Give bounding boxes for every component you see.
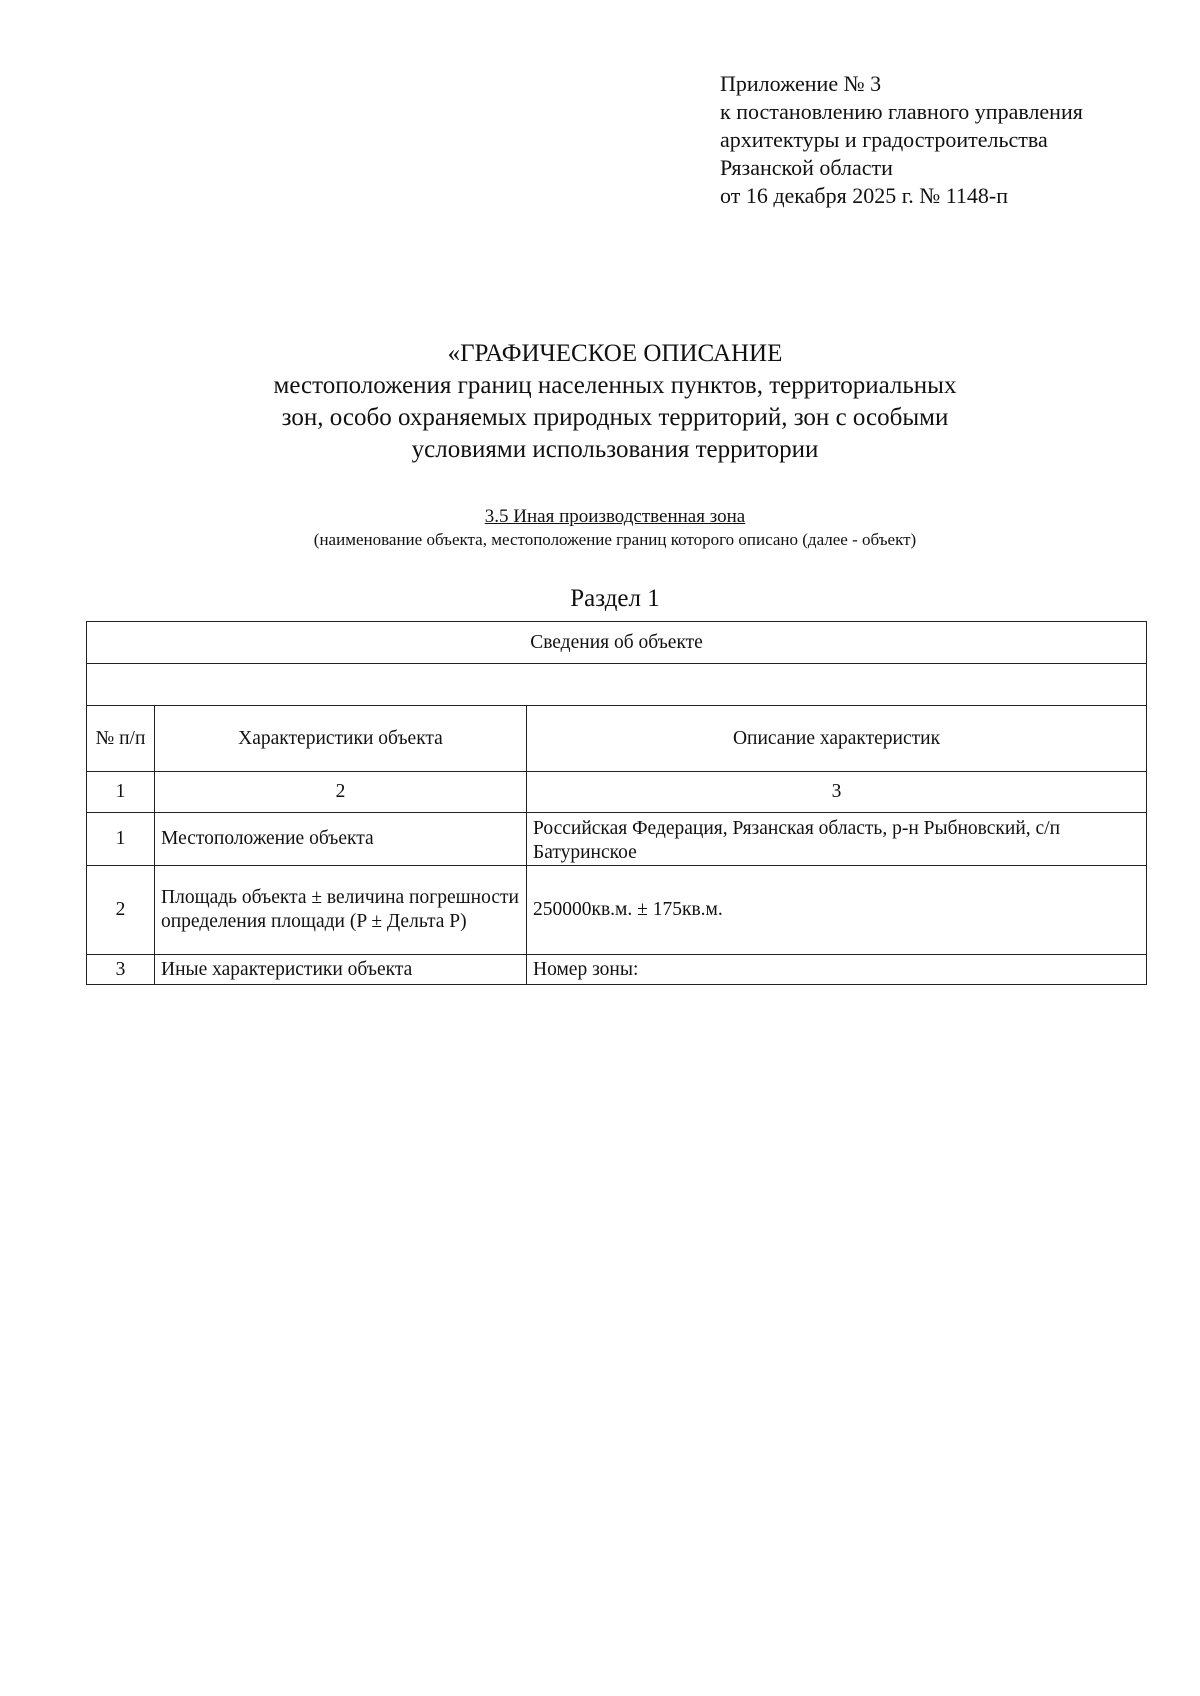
appendix-line: от 16 декабря 2025 г. № 1148-п bbox=[720, 183, 1009, 208]
index-cell: 1 bbox=[87, 772, 155, 813]
table-blank-cell bbox=[87, 664, 1147, 706]
table-row bbox=[87, 866, 1147, 955]
title-line: условиями использования территории bbox=[411, 436, 819, 463]
table-blank-row bbox=[87, 664, 1147, 706]
row-num: 1 bbox=[87, 813, 155, 866]
object-name: 3.5 Иная производственная зона bbox=[484, 506, 746, 527]
appendix-line: к постановлению главного управления bbox=[720, 99, 1083, 124]
appendix-line: Рязанской области bbox=[720, 155, 893, 180]
object-caption: (наименование объекта, местоположение границ которого описано (далее - объект) bbox=[313, 530, 917, 549]
row-description: Российская Федерация, Рязанская область, р-н Рыбновский, с/п Батуринское bbox=[527, 813, 1147, 866]
appendix-line: архитектуры и градостроительства bbox=[720, 127, 1048, 152]
section-heading: Раздел 1 bbox=[570, 585, 660, 612]
table-index-row bbox=[87, 772, 1147, 813]
table-row bbox=[87, 813, 1147, 866]
object-info-table bbox=[86, 621, 1147, 985]
row-description: Номер зоны: bbox=[527, 955, 1147, 985]
title-line: местоположения границ населенных пунктов, территориальных bbox=[273, 372, 957, 399]
index-cell: 3 bbox=[527, 772, 1147, 813]
row-num: 2 bbox=[87, 866, 155, 955]
appendix-block bbox=[720, 70, 1083, 210]
title-line: «ГРАФИЧЕСКОЕ ОПИСАНИЕ bbox=[447, 340, 783, 367]
row-characteristic: Иные характеристики объекта bbox=[155, 955, 527, 985]
table-header-row bbox=[87, 706, 1147, 772]
table-title-row bbox=[87, 622, 1147, 664]
row-description: 250000кв.м. ± 175кв.м. bbox=[527, 866, 1147, 955]
document-title bbox=[0, 338, 1200, 466]
header-num: № п/п bbox=[87, 706, 155, 772]
header-characteristic: Характеристики объекта bbox=[155, 706, 527, 772]
header-description: Описание характеристик bbox=[527, 706, 1147, 772]
row-characteristic: Площадь объекта ± величина погрешности определения площади (P ± Дельта P) bbox=[155, 866, 527, 955]
appendix-line: Приложение № 3 bbox=[720, 71, 882, 96]
row-characteristic: Местоположение объекта bbox=[155, 813, 527, 866]
table-row bbox=[87, 955, 1147, 985]
index-cell: 2 bbox=[155, 772, 527, 813]
table-title: Сведения об объекте bbox=[87, 622, 1147, 664]
title-line: зон, особо охраняемых природных территорий, зон с особыми bbox=[281, 404, 949, 431]
row-num: 3 bbox=[87, 955, 155, 985]
